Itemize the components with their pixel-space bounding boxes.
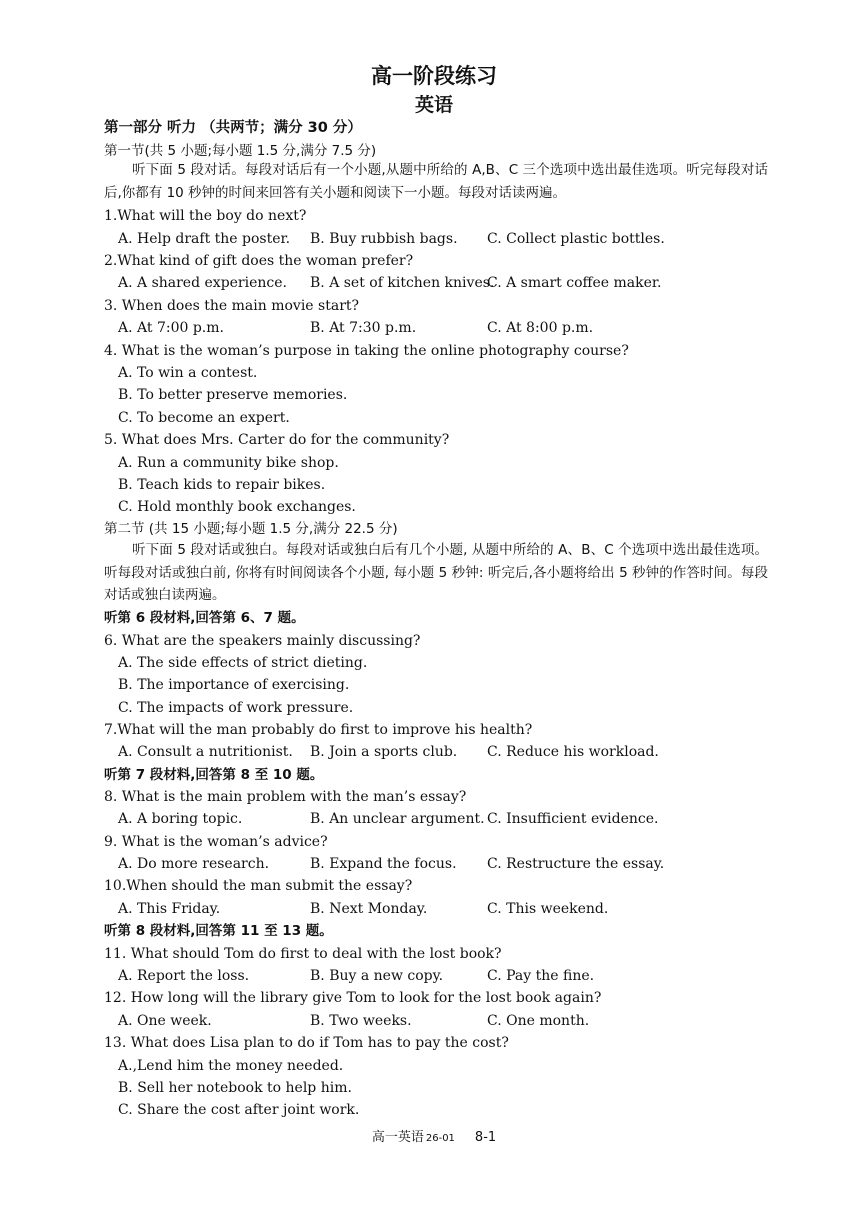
footer-page-number: 8-1: [474, 1130, 497, 1145]
question-2: 2.What kind of gift does the woman prefer?: [104, 253, 414, 269]
question-4: 4. What is the woman’s purpose in taking the online photography course?: [104, 343, 629, 359]
q5-option-b: B. Teach kids to repair bikes.: [118, 477, 326, 493]
q3-option-a: A. At 7:00 p.m.: [118, 320, 224, 336]
material-8-header: 听第 8 段材料,回答第 11 至 13 题。: [104, 923, 333, 939]
question-13: 13. What does Lisa plan to do if Tom has to pay the cost?: [104, 1035, 509, 1051]
q9-option-c: C. Restructure the essay.: [487, 856, 665, 872]
question-12: 12. How long will the library give Tom to look for the lost book again?: [104, 990, 602, 1006]
q2-option-b: B. A set of kitchen knives.: [310, 275, 495, 291]
section1-instruction: 听下面 5 段对话。每段对话后有一个小题,从题中所给的 A,B、C 三个选项中选出最佳选项。听完每段对话后,你都有 10 秒钟的时间来回答有关小题和阅读下一小题。每段对话读两遍。: [104, 162, 768, 201]
page-subtitle: 英语: [414, 94, 453, 116]
q12-option-c: C. One month.: [487, 1013, 590, 1029]
q5-option-c: C. Hold monthly book exchanges.: [118, 499, 356, 515]
q2-option-a: A. A shared experience.: [118, 275, 287, 291]
q7-option-c: C. Reduce his workload.: [487, 744, 659, 760]
q6-option-c: C. The impacts of work pressure.: [118, 700, 354, 716]
q6-option-a: A. The side effects of strict dieting.: [118, 655, 368, 671]
section2-heading: 第二节 (共 15 小题;每小题 1.5 分,满分 22.5 分): [104, 521, 398, 537]
footer-label: 高一英语: [371, 1130, 424, 1145]
q9-option-a: A. Do more research.: [118, 856, 270, 872]
q13-option-c: C. Share the cost after joint work.: [118, 1102, 360, 1118]
q10-option-b: B. Next Monday.: [310, 901, 428, 917]
question-3: 3. When does the main movie start?: [104, 298, 360, 314]
page-title: 高一阶段练习: [371, 64, 497, 88]
q12-option-a: A. One week.: [118, 1013, 212, 1029]
section2-instruction: 听下面 5 段对话或独白。每段对话或独白后有几个小题, 从题中所给的 A、B、C 个选项中选出最佳选项。听每段对话或独白前, 你将有时间阅读各个小题, 每小题 5 秒钟: 听完后,各小题将给出 5 秒钟的作答时间。每段对话或独白读两遍。: [104, 542, 768, 603]
q11-option-a: A. Report the loss.: [118, 968, 250, 984]
question-11: 11. What should Tom do first to deal with the lost book?: [104, 946, 502, 962]
q7-option-b: B. Join a sports club.: [310, 744, 458, 760]
q1-option-a: A. Help draft the poster.: [118, 231, 291, 247]
question-1: 1.What will the boy do next?: [104, 208, 307, 224]
question-6: 6. What are the speakers mainly discussing?: [104, 633, 421, 649]
q2-option-c: C. A smart coffee maker.: [487, 275, 662, 291]
q9-option-b: B. Expand the focus.: [310, 856, 457, 872]
q4-option-c: C. To become an expert.: [118, 410, 290, 426]
q8-option-a: A. A boring topic.: [118, 811, 243, 827]
q3-option-c: C. At 8:00 p.m.: [487, 320, 594, 336]
q11-option-b: B. Buy a new copy.: [310, 968, 444, 984]
material-6-header: 听第 6 段材料,回答第 6、7 题。: [104, 610, 305, 626]
question-10: 10.When should the man submit the essay?: [104, 878, 413, 894]
q11-option-c: C. Pay the fine.: [487, 968, 595, 984]
q12-option-b: B. Two weeks.: [310, 1013, 412, 1029]
q1-option-b: B. Buy rubbish bags.: [310, 231, 458, 247]
question-7: 7.What will the man probably do first to improve his health?: [104, 722, 533, 738]
q1-option-c: C. Collect plastic bottles.: [487, 231, 665, 247]
question-5: 5. What does Mrs. Carter do for the community?: [104, 432, 450, 448]
footer-code: 26-01: [425, 1133, 455, 1144]
q6-option-b: B. The importance of exercising.: [118, 677, 350, 693]
part1-heading: 第一部分 听力 （共两节；满分 30 分）: [104, 120, 362, 136]
section1-heading: 第一节(共 5 小题;每小题 1.5 分,满分 7.5 分): [104, 143, 377, 159]
page-footer: [0, 1126, 868, 1145]
question-8: 8. What is the main problem with the man’s essay?: [104, 789, 467, 805]
q13-option-a: A.‚Lend him the money needed.: [118, 1058, 344, 1074]
q10-option-a: A. This Friday.: [118, 901, 221, 917]
q7-option-a: A. Consult a nutritionist.: [118, 744, 293, 760]
q4-option-b: B. To better preserve memories.: [118, 387, 348, 403]
q5-option-a: A. Run a community bike shop.: [118, 455, 339, 471]
q10-option-c: C. This weekend.: [487, 901, 609, 917]
q8-option-c: C. Insufficient evidence.: [487, 811, 659, 827]
q3-option-b: B. At 7:30 p.m.: [310, 320, 417, 336]
q4-option-a: A. To win a contest.: [118, 365, 258, 381]
q8-option-b: B. An unclear argument.: [310, 811, 485, 827]
question-9: 9. What is the woman’s advice?: [104, 834, 328, 850]
q13-option-b: B. Sell her notebook to help him.: [118, 1080, 352, 1096]
material-7-header: 听第 7 段材料,回答第 8 至 10 题。: [104, 767, 324, 783]
